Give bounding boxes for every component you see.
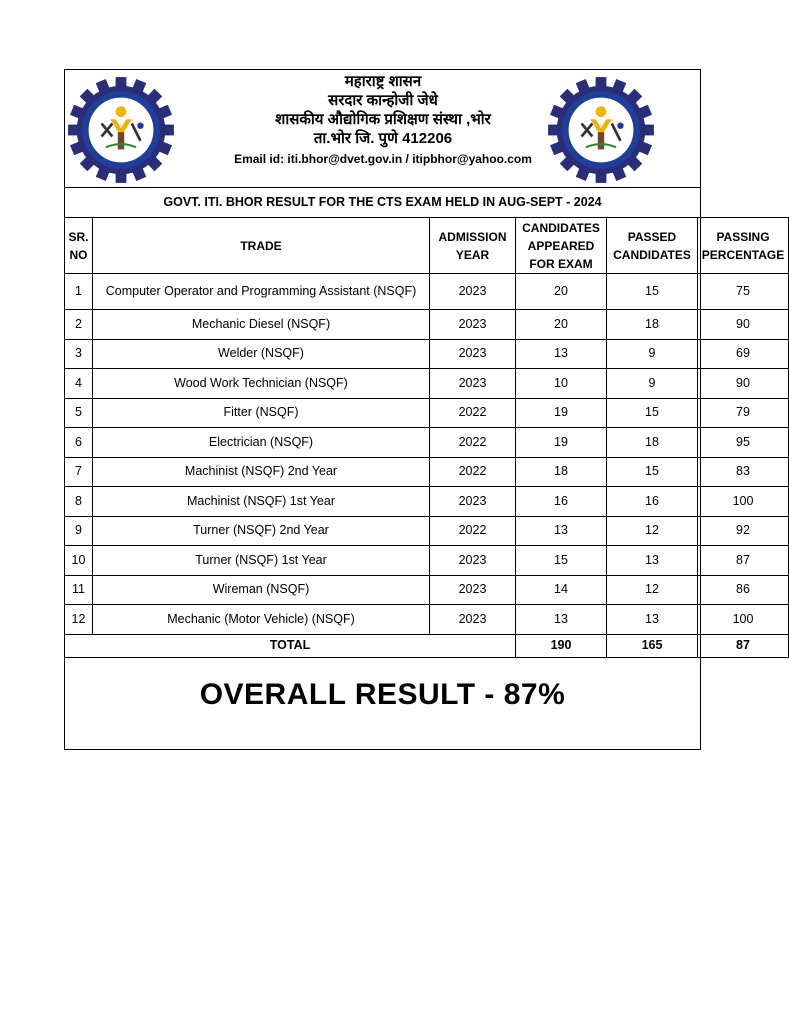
cell-admission-year: 2023 [430, 487, 516, 517]
cell-percentage: 87 [698, 546, 789, 576]
total-percentage: 87 [698, 634, 789, 657]
cell-trade: Wireman (NSQF) [93, 575, 430, 605]
cell-percentage: 90 [698, 310, 789, 340]
iti-emblem-icon [67, 76, 175, 184]
cell-sr-no: 5 [65, 398, 93, 428]
cell-admission-year: 2023 [430, 310, 516, 340]
cell-passed: 18 [607, 310, 698, 340]
cell-admission-year: 2022 [430, 398, 516, 428]
header-line-state: महाराष्ट्र शासन [344, 73, 422, 90]
cell-trade: Turner (NSQF) 2nd Year [93, 516, 430, 546]
table-row [65, 457, 789, 487]
iti-emblem-icon [547, 76, 655, 184]
cell-admission-year: 2023 [430, 274, 516, 310]
cell-percentage: 75 [698, 274, 789, 310]
cell-percentage: 92 [698, 516, 789, 546]
cell-passed: 9 [607, 339, 698, 369]
cell-passed: 15 [607, 274, 698, 310]
table-row [65, 428, 789, 458]
header-email: Email id: iti.bhor@dvet.gov.in / itipbhor@yahoo.com [234, 152, 532, 166]
table-row [65, 274, 789, 310]
cell-sr-no: 6 [65, 428, 93, 458]
cell-sr-no: 11 [65, 575, 93, 605]
cell-sr-no: 9 [65, 516, 93, 546]
page-title: GOVT. ITI. BHOR RESULT FOR THE CTS EXAM HELD IN AUG-SEPT - 2024 [65, 188, 700, 218]
cell-sr-no: 8 [65, 487, 93, 517]
table-row [65, 487, 789, 517]
cell-appeared: 13 [516, 516, 607, 546]
table-header-row [65, 218, 789, 274]
cell-trade: Wood Work Technician (NSQF) [93, 369, 430, 399]
cell-sr-no: 12 [65, 605, 93, 635]
cell-passed: 13 [607, 605, 698, 635]
cell-appeared: 15 [516, 546, 607, 576]
cell-admission-year: 2022 [430, 516, 516, 546]
col-header-admission-year: ADMISSION YEAR [430, 218, 516, 274]
table-row [65, 575, 789, 605]
cell-appeared: 14 [516, 575, 607, 605]
header [65, 70, 700, 188]
cell-appeared: 18 [516, 457, 607, 487]
cell-trade: Mechanic (Motor Vehicle) (NSQF) [93, 605, 430, 635]
cell-percentage: 86 [698, 575, 789, 605]
header-line-name: सरदार कान्होजी जेधे [328, 92, 438, 109]
table-row [65, 369, 789, 399]
cell-appeared: 20 [516, 274, 607, 310]
cell-appeared: 16 [516, 487, 607, 517]
table-row [65, 546, 789, 576]
cell-admission-year: 2023 [430, 546, 516, 576]
cell-sr-no: 7 [65, 457, 93, 487]
cell-passed: 12 [607, 575, 698, 605]
header-line-institute: शासकीय औद्योगिक प्रशिक्षण संस्था ,भोर [275, 111, 491, 128]
cell-percentage: 69 [698, 339, 789, 369]
cell-percentage: 100 [698, 487, 789, 517]
result-sheet [64, 69, 785, 750]
table-row [65, 339, 789, 369]
cell-trade: Turner (NSQF) 1st Year [93, 546, 430, 576]
cell-trade: Machinist (NSQF) 1st Year [93, 487, 430, 517]
cell-percentage: 100 [698, 605, 789, 635]
col-header-trade: TRADE [93, 218, 430, 274]
cell-appeared: 19 [516, 428, 607, 458]
cell-sr-no: 3 [65, 339, 93, 369]
cell-admission-year: 2022 [430, 457, 516, 487]
cell-appeared: 10 [516, 369, 607, 399]
cell-trade: Fitter (NSQF) [93, 398, 430, 428]
cell-percentage: 90 [698, 369, 789, 399]
cell-appeared: 20 [516, 310, 607, 340]
cell-passed: 13 [607, 546, 698, 576]
total-row [65, 634, 789, 657]
cell-trade: Mechanic Diesel (NSQF) [93, 310, 430, 340]
results-table [64, 217, 789, 658]
table-row [65, 398, 789, 428]
col-header-passed: PASSED CANDIDATES [607, 218, 698, 274]
cell-appeared: 13 [516, 605, 607, 635]
header-text [185, 72, 581, 169]
total-passed: 165 [607, 634, 698, 657]
cell-percentage: 83 [698, 457, 789, 487]
cell-admission-year: 2022 [430, 428, 516, 458]
total-appeared: 190 [516, 634, 607, 657]
total-label: TOTAL [65, 634, 516, 657]
cell-percentage: 79 [698, 398, 789, 428]
cell-admission-year: 2023 [430, 575, 516, 605]
cell-admission-year: 2023 [430, 605, 516, 635]
table-row [65, 605, 789, 635]
cell-trade: Electrician (NSQF) [93, 428, 430, 458]
cell-trade: Welder (NSQF) [93, 339, 430, 369]
cell-passed: 15 [607, 457, 698, 487]
cell-sr-no: 2 [65, 310, 93, 340]
table-row [65, 310, 789, 340]
cell-trade: Machinist (NSQF) 2nd Year [93, 457, 430, 487]
cell-passed: 16 [607, 487, 698, 517]
cell-admission-year: 2023 [430, 339, 516, 369]
col-header-appeared: CANDIDATES APPEARED FOR EXAM [516, 218, 607, 274]
overall-result: OVERALL RESULT - 87% [199, 678, 566, 711]
col-header-sr-no: SR. NO [65, 218, 93, 274]
cell-appeared: 19 [516, 398, 607, 428]
cell-appeared: 13 [516, 339, 607, 369]
cell-passed: 18 [607, 428, 698, 458]
table-row [65, 516, 789, 546]
cell-trade: Computer Operator and Programming Assistant (NSQF) [93, 274, 430, 310]
cell-sr-no: 4 [65, 369, 93, 399]
col-header-percentage: PASSING PERCENTAGE [698, 218, 789, 274]
cell-sr-no: 1 [65, 274, 93, 310]
cell-sr-no: 10 [65, 546, 93, 576]
cell-admission-year: 2023 [430, 369, 516, 399]
cell-passed: 9 [607, 369, 698, 399]
cell-passed: 12 [607, 516, 698, 546]
cell-passed: 15 [607, 398, 698, 428]
cell-percentage: 95 [698, 428, 789, 458]
header-line-address: ता.भोर जि. पुणे 412206 [313, 130, 453, 147]
